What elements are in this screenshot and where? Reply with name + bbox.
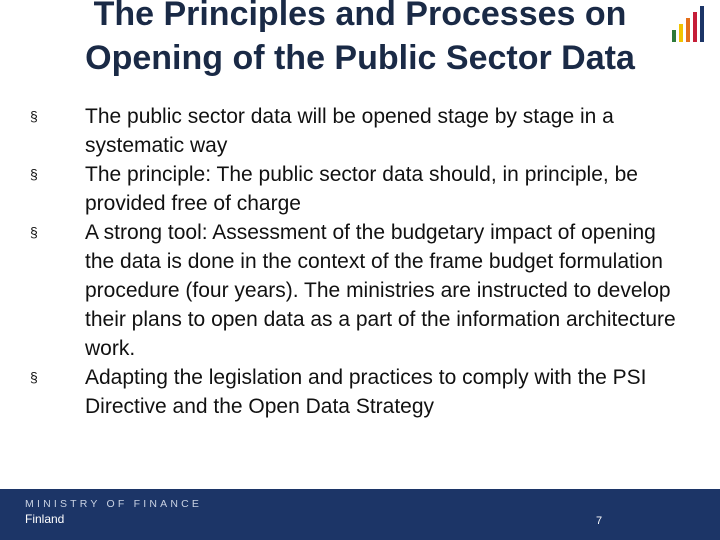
footer-bar — [0, 489, 720, 540]
bullet-marker: § — [30, 166, 38, 182]
bar-chart-logo-icon — [670, 4, 710, 44]
bullet-item — [28, 363, 688, 421]
bullet-text: The principle: The public sector data should, in principle, be provided free of charge — [85, 163, 638, 215]
page-number: 7 — [596, 515, 603, 527]
bullet-item — [28, 102, 688, 160]
bullet-text: Adapting the legislation and practices to comply with the PSI Directive and the Open Data Strategy — [85, 366, 647, 418]
bullet-item — [28, 218, 688, 363]
bullet-text: A strong tool: Assessment of the budgetary impact of opening the data is done in the context of the frame budget formulation procedure (four years). The ministries are instructed to develop their plans to open data as a part of the information architecture work. — [85, 221, 676, 360]
bullet-marker: § — [30, 369, 38, 385]
country-label: Finland — [25, 512, 65, 526]
bullet-text: The public sector data will be opened stage by stage in a systematic way — [85, 105, 614, 157]
bullet-marker: § — [30, 108, 38, 124]
bullet-item — [28, 160, 688, 218]
slide-title: The Principles and Processes on Opening of the Public Sector Data — [85, 0, 635, 77]
bullet-marker: § — [30, 224, 38, 240]
bullet-list — [28, 102, 688, 421]
ministry-name: MINISTRY OF FINANCE — [25, 498, 203, 510]
